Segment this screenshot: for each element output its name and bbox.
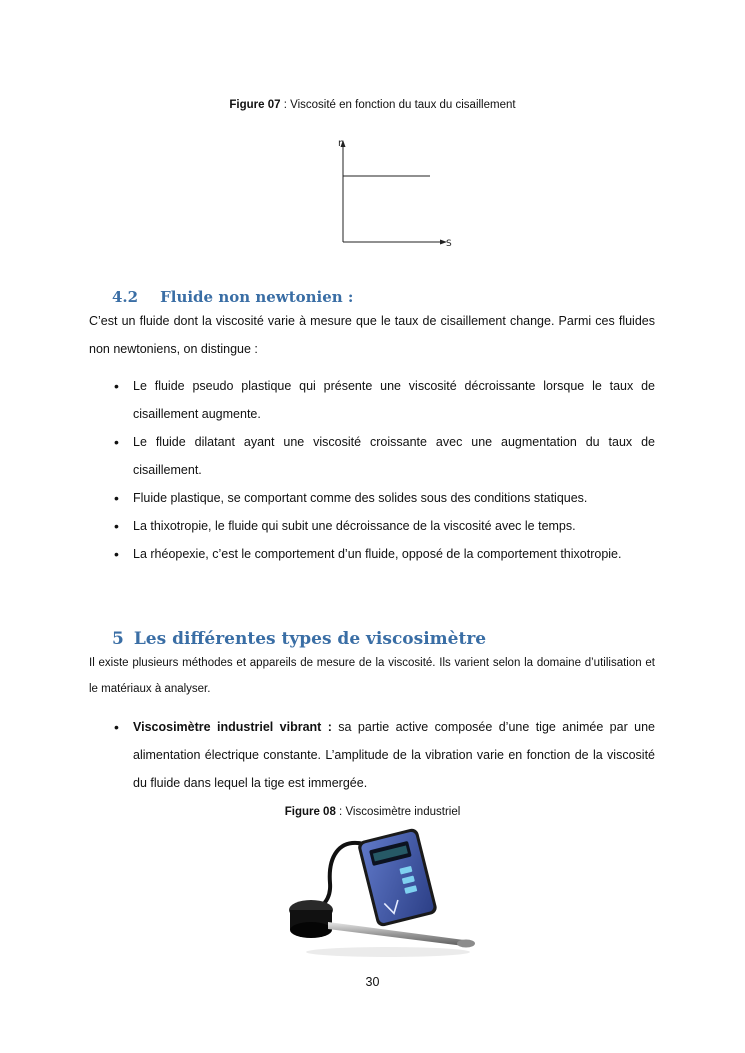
x-axis-label: S — [446, 239, 452, 249]
cable — [320, 843, 364, 908]
figure-08-caption — [0, 806, 745, 818]
section-title: Les différentes types de viscosimètre — [133, 629, 487, 649]
figure-07-graph — [330, 132, 460, 250]
probe-rod — [328, 922, 464, 946]
figure-07-caption-text: : Viscosité en fonction du taux du cisaillement — [280, 99, 516, 111]
page-number: 30 — [365, 975, 380, 989]
section-number: 5 — [112, 629, 124, 649]
figure-07-caption — [0, 99, 745, 111]
section-5-heading — [112, 629, 486, 649]
list-item: • Fluide plastique, se comportant comme des solides sous des conditions statiques. — [89, 484, 655, 512]
bullet-icon: • — [114, 378, 119, 394]
list-item: • Viscosimètre industriel vibrant : sa partie active composée d’une tige animée par une alimentation électrique constante. L’amplitude de la vibration varie en fonction de la viscosité du fluide dans lequel la tige est immergée. — [89, 713, 655, 797]
section-4-2-intro: C’est un fluide dont la viscosité varie à mesure que le taux de cisaillement change. Parmi ces fluides non newtoniens, on distingue : — [89, 314, 655, 356]
figure-07-label: Figure 07 — [229, 99, 281, 111]
section-5-intro: Il existe plusieurs méthodes et appareils de mesure de la viscosité. Ils varient selon la domaine d’utilisation et le matériaux à analyser. — [89, 657, 655, 695]
viscometer-list — [89, 713, 655, 797]
list-item: • La rhéopexie, c’est le comportement d’un fluide, opposé de la comportement thixotropie. — [89, 540, 655, 568]
section-number: 4.2 — [112, 288, 139, 306]
bullet-icon: • — [114, 518, 119, 534]
non-newtonian-list — [89, 372, 655, 568]
handheld-unit — [357, 828, 438, 928]
figure-08-label: Figure 08 — [284, 806, 336, 818]
y-axis-label: η — [338, 138, 345, 149]
bullet-icon: • — [114, 719, 119, 735]
bullet-icon: • — [114, 546, 119, 562]
list-item: • La thixotropie, le fluide qui subit une décroissance de la viscosité avec le temps. — [89, 512, 655, 540]
list-item: • Le fluide pseudo plastique qui présente une viscosité décroissante lorsque le taux de cisaillement augmente. — [89, 372, 655, 428]
section-4-2-heading — [112, 288, 353, 306]
bullet-icon: • — [114, 490, 119, 506]
probe-tip — [457, 940, 475, 948]
figure-08-caption-text: : Viscosimètre industriel — [335, 806, 461, 818]
list-item: • Le fluide dilatant ayant une viscosité croissante avec une augmentation du taux de cisaillement. — [89, 428, 655, 484]
item-bold-label: Viscosimètre industriel vibrant : — [133, 720, 332, 734]
section-title: Fluide non newtonien : — [160, 288, 354, 306]
bullet-icon: • — [114, 434, 119, 450]
viscometer-photo — [268, 828, 483, 960]
